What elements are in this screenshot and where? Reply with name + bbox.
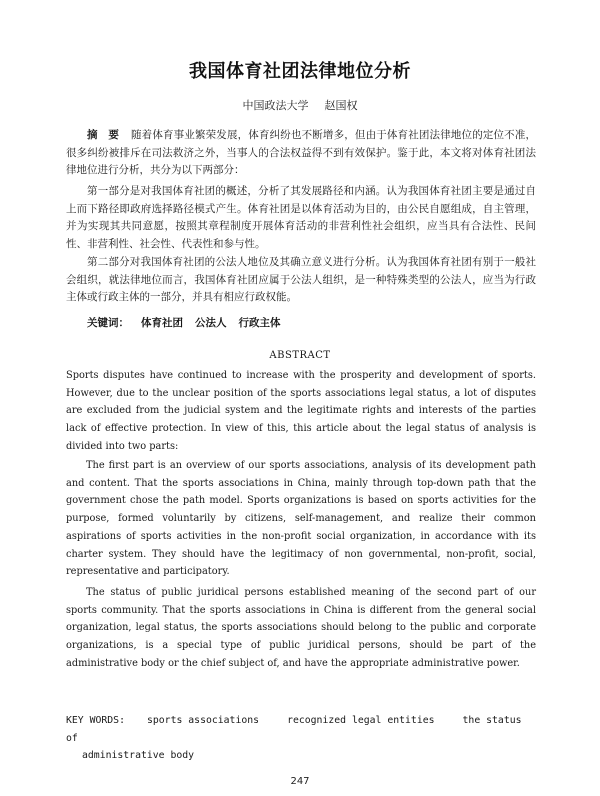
author-name: 赵国权	[324, 99, 358, 112]
abstract-en-part2: The status of public juridical persons established meaning of the second part of our sports community. That the sports associations in China is different from the general social organization, legal status, the sports associations should belong to the public and corporate organizations, is a special type of public juridical persons, should be part of the administrative body or the chief subject of, and have the appropriate administrative power.	[66, 587, 536, 669]
abstract-cn-part1: 第一部分是对我国体育社团的概述，分析了其发展路径和内涵。认为我国体育社团主要是通过自上而下路径即政府选择路径模式产生。体育社团是以体育活动为目的，由公民自愿组成，自主管理，并为实现其共同意愿，按照其章程制度开展体育活动的非营利性社会组织，应当具有合法性、民间性、非营利性、社会性、代表性和参与性。	[66, 185, 536, 250]
abstract-cn-part2: 第二部分对我国体育社团的公法人地位及其确立意义进行分析。认为我国体育社团有别于一般社会组织，就法律地位而言，我国体育社团应属于公法人组织，是一种特殊类型的公法人，应当为行政主体或行政主体的一部分，并具有相应行政权能。	[66, 256, 536, 304]
keyword-en-item: recognized legal entities	[287, 715, 435, 726]
keyword-en-item: administrative body	[82, 750, 195, 761]
page-number: 247	[290, 776, 310, 787]
keyword-cn-item: 公法人	[195, 317, 227, 329]
abstract-en-intro: Sports disputes have continued to increase with the prosperity and development of sports. However, due to the unclear position of the sports associations legal status, a lot of disputes are excluded from the judicial system and the legitimate rights and interests of the parties lack of effective protection. In view of this, this article about the legal status of analysis is divided into two parts:	[66, 370, 536, 452]
keywords-en-label: KEY WORDS:	[66, 715, 125, 726]
abstract-en-part1: The first part is an overview of our sports associations, analysis of its development path and content. That the sports associations in China, mainly through top-down path that the government chose the path model. Sports organizations is based on sports activities for the purpose, formed voluntarily by citizens, self-management, and realize their common aspirations of sports activities in the non-profit social organization, in accordance with its charter system. They should have the legitimacy of non governmental, non-profit, social, representative and participatory.	[66, 460, 536, 578]
paper-title: 我国体育社团法律地位分析	[189, 61, 411, 82]
keywords-en	[66, 712, 536, 765]
keyword-en-item: sports associations	[146, 715, 260, 726]
abstract-cn-intro-text: 随着体育事业繁荣发展，体育纠纷也不断增多，但由于体育社团法律地位的定位不准，很多纠纷被排斥在司法救济之外，当事人的合法权益得不到有效保护。鉴于此，本文将对体育社团法律地位进行分析，共分为以下两部分：	[66, 129, 537, 177]
abstract-cn-label: 摘 要	[87, 129, 119, 141]
keywords-cn	[87, 315, 281, 330]
abstract-cn-intro	[66, 127, 536, 180]
keyword-cn-item: 行政主体	[238, 317, 281, 329]
keyword-cn-item: 体育社团	[141, 317, 183, 329]
author-affiliation: 中国政法大学	[242, 99, 309, 112]
keyword-en-item: the status of	[66, 715, 522, 744]
author-line	[0, 97, 600, 113]
keywords-cn-label: 关键词：	[87, 317, 129, 329]
abstract-en-heading: ABSTRACT	[269, 350, 331, 361]
